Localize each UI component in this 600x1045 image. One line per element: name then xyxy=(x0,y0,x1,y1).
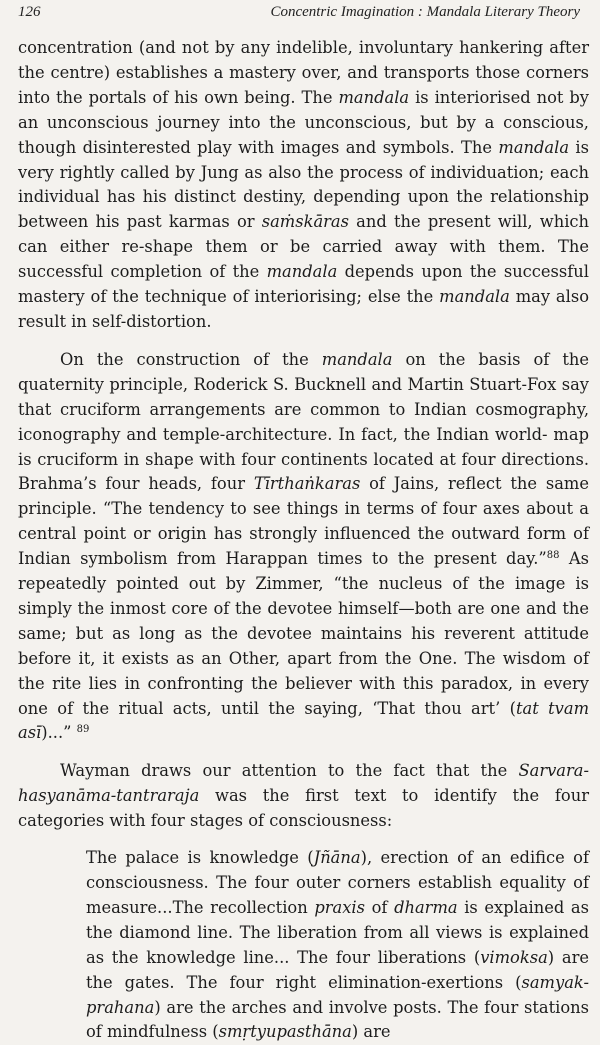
text-run: may also result in self-distortion. xyxy=(18,287,589,331)
text-run: is very rightly called by Jung as also the process of individuation; each individual has his distinct destiny, depending upon the relationship between his past karmas or xyxy=(18,137,589,232)
text-run: As repeatedly pointed out by Zimmer, “the nucleus of the image is simply the inmost core of the devotee himself—both are one and the same; but as long as the devotee maintains his reverent attitude before it, it exists as an Other, apart from the One. The wisdom of the rite lies in confronting the believer with this paradox, in every one of the ritual acts, until the saying, ‘That thou art’ ( xyxy=(18,549,589,718)
text-run: On the construction of the xyxy=(60,349,322,369)
text-run: depends upon the successful mastery of the technique of interiorising; else the xyxy=(18,262,589,307)
paragraph-2 xyxy=(18,348,589,747)
text-run: and the present will, which can either re-shape them or be carried away with them. The successful completion of the xyxy=(18,212,590,282)
text-run: is explained as the diamond line. The liberation from all views is explained as the knowledge line... The four liberations ( xyxy=(86,897,589,967)
text-run: ) are the arches and involve posts. The four stations of mindfulness ( xyxy=(86,997,589,1042)
text-run: )...” xyxy=(41,723,77,743)
block-quote xyxy=(86,846,589,1045)
text-run: ) are xyxy=(351,1022,391,1042)
text-run: ), erection of an edifice of consciousness. The four outer corners establish equality of measure...The recollection xyxy=(86,848,590,917)
text-run: of Jains, reflect the same principle. “The tendency to see things in terms of four axes about a central point or origin has strongly influenced the outward form of Indian symbolism from Harappan times to the present day.” xyxy=(18,474,589,569)
text-run: was the first text to identify the four categories with four stages of consciousness: xyxy=(18,786,589,831)
footnote-ref: 89 xyxy=(76,724,90,736)
italic-term: mandala xyxy=(439,287,510,307)
italic-term: Tīrthaṅkaras xyxy=(253,474,361,494)
running-header xyxy=(0,0,600,26)
italic-term: Jñāna xyxy=(313,848,361,868)
italic-term: samyak-prahana xyxy=(86,972,589,1017)
text-run: of xyxy=(365,897,395,917)
paragraph-1 xyxy=(18,36,589,335)
italic-term: praxis xyxy=(314,897,365,917)
text-run: is interiorised not by an unconscious journey into the unconscious, but by a conscious, though disinterested play with images and symbols. The xyxy=(18,87,589,157)
page-number: 126 xyxy=(18,4,41,20)
italic-term: mandala xyxy=(498,137,570,157)
italic-term: tat tvam asī xyxy=(18,698,590,743)
running-head-title: Concentric Imagination : Mandala Literary Theory xyxy=(270,4,580,20)
italic-term: mandala xyxy=(266,262,338,282)
italic-term: smṛtyupasthāna xyxy=(218,1022,352,1042)
paragraph-3 xyxy=(18,759,589,834)
italic-term: vimoksa xyxy=(480,947,548,967)
italic-term: dharma xyxy=(394,897,458,917)
italic-term: saṁskāras xyxy=(261,212,349,232)
italic-term: mandala xyxy=(321,349,393,369)
text-run: Wayman draws our attention to the fact that the xyxy=(60,761,519,781)
text-run: concentration (and not by any indelible, involuntary hankering after the centre) establishes a mastery over, and transports those corners into the portals of his own being. The xyxy=(18,38,589,107)
italic-term: Sarvara-hasyanāma-tantraraja xyxy=(18,761,589,806)
footnote-ref: 88 xyxy=(546,550,560,562)
text-run: ) are the gates. The four right elimination-exertions ( xyxy=(86,947,590,992)
text-run: on the basis of the quaternity principle, Roderick S. Bucknell and Martin Stuart-Fox say that cruciform arrangements are common to Indian cosmography, iconography and temple-architecture. In fact, the Indian world- map is cruciform in shape with four continents located at four directions. Brahma’s four heads, four xyxy=(18,349,589,494)
text-run: The palace is knowledge ( xyxy=(86,848,314,868)
body-text xyxy=(18,36,589,1045)
italic-term: mandala xyxy=(338,87,410,107)
